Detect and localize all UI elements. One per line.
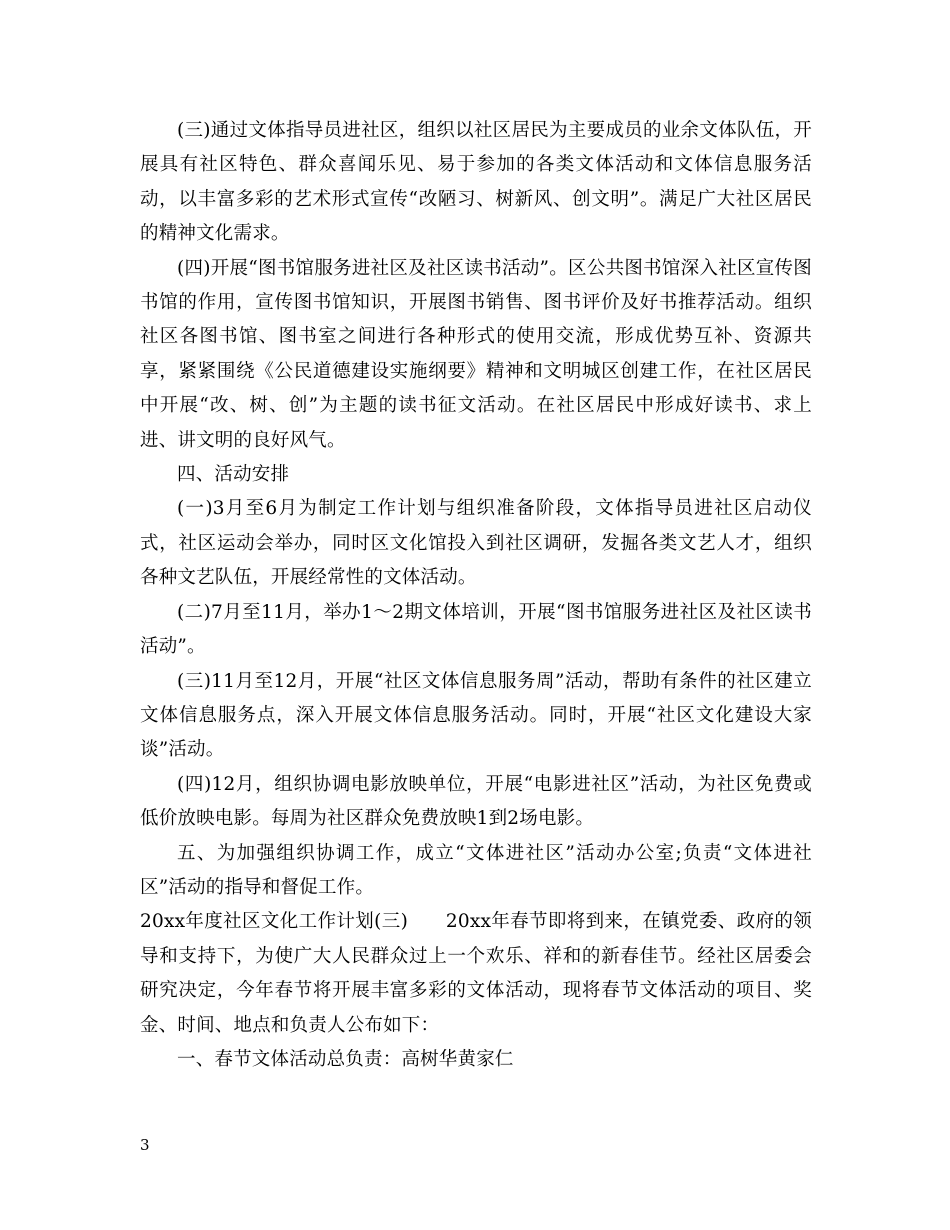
paragraph: 五、为加强组织协调工作，成立“文体进社区”活动办公室;负责“文体进社区”活动的指导和督促工作。 [140,842,812,898]
section-heading: 四、活动安排 [177,464,290,486]
document-body [140,114,812,1077]
paragraph: (四)开展“图书馆服务进社区及社区读书活动”。区公共图书馆深入社区宣传图书馆的作用，宣传图书馆知识，开展图书销售、图书评价及好书推荐活动。组织社区各图书馆、图书室之间进行各种形式的使用交流，形成优势互补、资源共享，紧紧围绕《公民道德建设实施纲要》精神和文明城区创建工作，在社区居民中开展“改、树、创”为主题的读书征文活动。在社区居民中形成好读书、求上进、讲文明的良好风气。 [140,257,812,451]
paragraph: (三)通过文体指导员进社区，组织以社区居民为主要成员的业余文体队伍，开展具有社区特色、群众喜闻乐见、易于参加的各类文体活动和文体信息服务活动，以丰富多彩的艺术形式宣传“改陋习、树新风、创文明”。满足广大社区居民的精神文化需求。 [140,120,812,245]
paragraph: (三)11月至12月，开展“社区文体信息服务周”活动，帮助有条件的社区建立文体信息服务点，深入开展文体信息服务活动。同时，开展“社区文化建设大家谈”活动。 [140,670,812,761]
paragraph: 20xx年度社区文化工作计划(三) 20xx年春节即将到来，在镇党委、政府的领导和支持下，为使广大人民群众过上一个欢乐、祥和的新春佳节。经社区居委会研究决定，今年春节将开展丰富多彩的文体活动，现将春节文体活动的项目、奖金、时间、地点和负责人公布如下： [140,911,812,1036]
paragraph: 一、春节文体活动总负责：高树华黄家仁 [177,1048,514,1070]
paragraph: (一)3月至6月为制定工作计划与组织准备阶段，文体指导员进社区启动仪式，社区运动会举办，同时区文化馆投入到社区调研，发掘各类文艺人才，组织各种文艺队伍，开展经常性的文体活动。 [140,498,812,589]
paragraph: (四)12月，组织协调电影放映单位，开展“电影进社区”活动，为社区免费或低价放映电影。每周为社区群众免费放映1到2场电影。 [140,773,812,830]
page-number: 3 [140,1136,150,1154]
paragraph: (二)7月至11月，举办1～2期文体培训，开展“图书馆服务进社区及社区读书活动”。 [140,601,812,658]
